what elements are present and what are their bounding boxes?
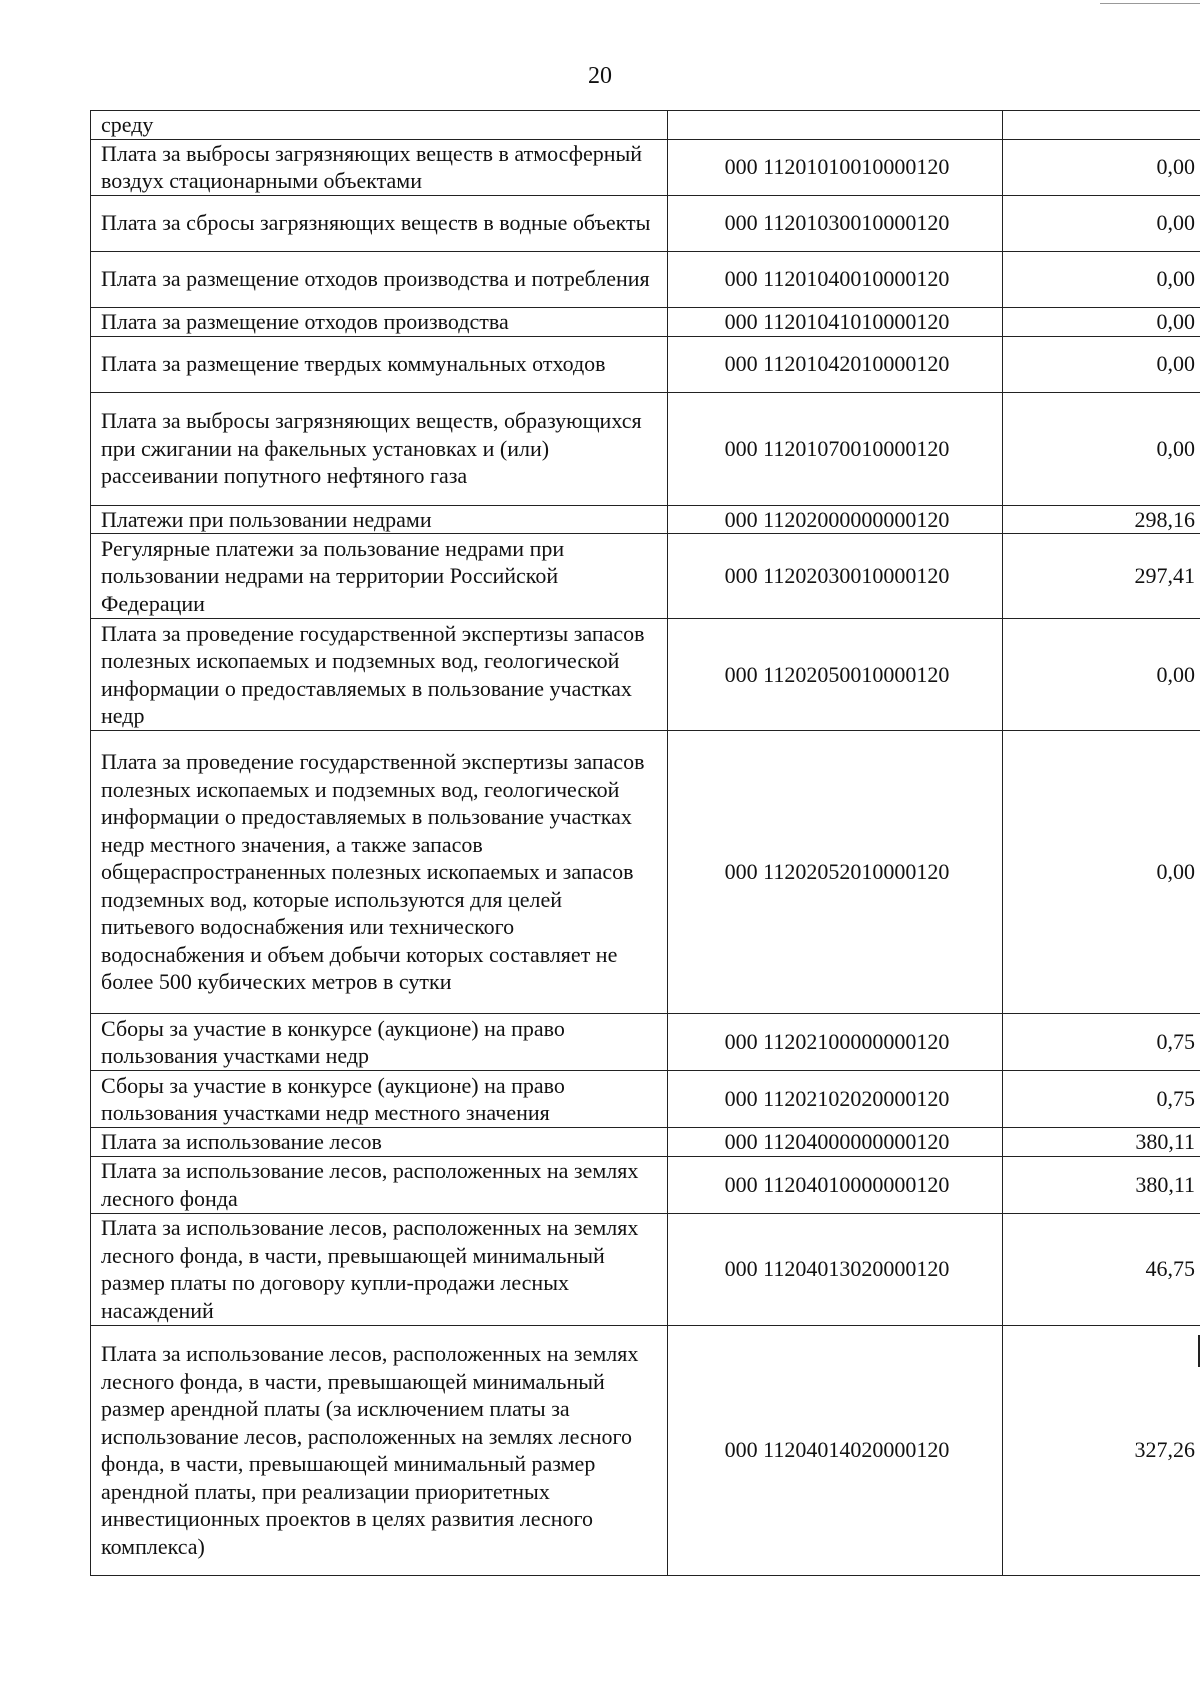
row-name: Плата за проведение государственной экспертизы запасов полезных ископаемых и подземных вод, геологической информации о предоставляемых в пользование участках недр <box>91 619 668 731</box>
table-row <box>91 336 1200 392</box>
row-value: 0,00 <box>1003 251 1200 307</box>
row-value: 0,00 <box>1003 619 1200 731</box>
row-value: 297,41 <box>1003 534 1200 619</box>
row-value <box>1003 111 1200 140</box>
row-code: 000 11202102020000120 <box>668 1071 1003 1128</box>
row-name: Плата за размещение отходов производства <box>91 307 668 336</box>
row-code: 000 11202030010000120 <box>668 534 1003 619</box>
row-code: 000 11201070010000120 <box>668 392 1003 505</box>
table-row <box>91 1325 1200 1575</box>
row-name: Плата за использование лесов, расположенных на землях лесного фонда <box>91 1156 668 1213</box>
row-name: Плата за использование лесов <box>91 1128 668 1157</box>
row-name: Плата за проведение государственной экспертизы запасов полезных ископаемых и подземных вод, геологической информации о предоставляемых в пользование участках недр местного значения, а также запасов общераспространенных полезных ископаемых и запасов подземных вод, которые используются для целей питьевого водоснабжения или технического водоснабжения и объем добычи которых составляет не более 500 кубических метров в сутки <box>91 731 668 1014</box>
row-code: 000 11204010000000120 <box>668 1156 1003 1213</box>
table-row <box>91 392 1200 505</box>
row-name: Плата за выбросы загрязняющих веществ, образующихся при сжигании на факельных установках и (или) рассеивании попутного нефтяного газа <box>91 392 668 505</box>
table-row <box>91 1128 1200 1157</box>
row-name: Плата за размещение отходов производства и потребления <box>91 251 668 307</box>
row-code: 000 11204014020000120 <box>668 1325 1003 1575</box>
row-code: 000 11202050010000120 <box>668 619 1003 731</box>
row-name: Плата за использование лесов, расположенных на землях лесного фонда, в части, превышающей минимальный размер платы по договору купли-продажи лесных насаждений <box>91 1213 668 1325</box>
row-value: 46,75 <box>1003 1213 1200 1325</box>
table-row <box>91 1213 1200 1325</box>
row-code: 000 11202052010000120 <box>668 731 1003 1014</box>
row-name: Плата за размещение твердых коммунальных отходов <box>91 336 668 392</box>
row-value: 0,00 <box>1003 392 1200 505</box>
table-row <box>91 195 1200 251</box>
table-row <box>91 139 1200 195</box>
table-row <box>91 307 1200 336</box>
row-code: 000 11201010010000120 <box>668 139 1003 195</box>
table-row <box>91 1156 1200 1213</box>
row-value: 0,00 <box>1003 195 1200 251</box>
row-code: 000 11202000000000120 <box>668 505 1003 534</box>
row-code: 000 11204000000000120 <box>668 1128 1003 1157</box>
row-code <box>668 111 1003 140</box>
row-code: 000 11201042010000120 <box>668 336 1003 392</box>
row-value: 327,26 <box>1003 1325 1200 1575</box>
row-name: Платежи при пользовании недрами <box>91 505 668 534</box>
table-row <box>91 505 1200 534</box>
table-row <box>91 731 1200 1014</box>
table-row <box>91 619 1200 731</box>
row-name: Регулярные платежи за пользование недрами при пользовании недрами на территории Российской Федерации <box>91 534 668 619</box>
table-row <box>91 1014 1200 1071</box>
row-name: Плата за сбросы загрязняющих веществ в водные объекты <box>91 195 668 251</box>
row-code: 000 11201040010000120 <box>668 251 1003 307</box>
table-row <box>91 111 1200 140</box>
row-value: 0,75 <box>1003 1014 1200 1071</box>
row-value: 380,11 <box>1003 1156 1200 1213</box>
row-name: среду <box>91 111 668 140</box>
table-row <box>91 534 1200 619</box>
row-value: 298,16 <box>1003 505 1200 534</box>
row-value: 0,00 <box>1003 336 1200 392</box>
row-name: Сборы за участие в конкурсе (аукционе) на право пользования участками недр местного значения <box>91 1071 668 1128</box>
row-value: 0,00 <box>1003 731 1200 1014</box>
row-value: 0,00 <box>1003 307 1200 336</box>
table-row <box>91 251 1200 307</box>
row-name: Плата за использование лесов, расположенных на землях лесного фонда, в части, превышающей минимальный размер арендной платы (за исключением платы за использование лесов, расположенных на землях лесного фонда, в части, превышающей минимальный размер арендной платы, при реализации приоритетных инвестиционных проектов в целях развития лесного комплекса) <box>91 1325 668 1575</box>
row-value: 380,11 <box>1003 1128 1200 1157</box>
page-number: 20 <box>588 63 612 89</box>
row-code: 000 11201041010000120 <box>668 307 1003 336</box>
row-code: 000 11201030010000120 <box>668 195 1003 251</box>
row-code: 000 11202100000000120 <box>668 1014 1003 1071</box>
row-name: Сборы за участие в конкурсе (аукционе) на право пользования участками недр <box>91 1014 668 1071</box>
row-value: 0,75 <box>1003 1071 1200 1128</box>
row-code: 000 11204013020000120 <box>668 1213 1003 1325</box>
row-name: Плата за выбросы загрязняющих веществ в атмосферный воздух стационарными объектами <box>91 139 668 195</box>
scan-edge-line <box>1100 3 1200 4</box>
revenue-table <box>90 110 1200 1576</box>
row-value: 0,00 <box>1003 139 1200 195</box>
table-row <box>91 1071 1200 1128</box>
